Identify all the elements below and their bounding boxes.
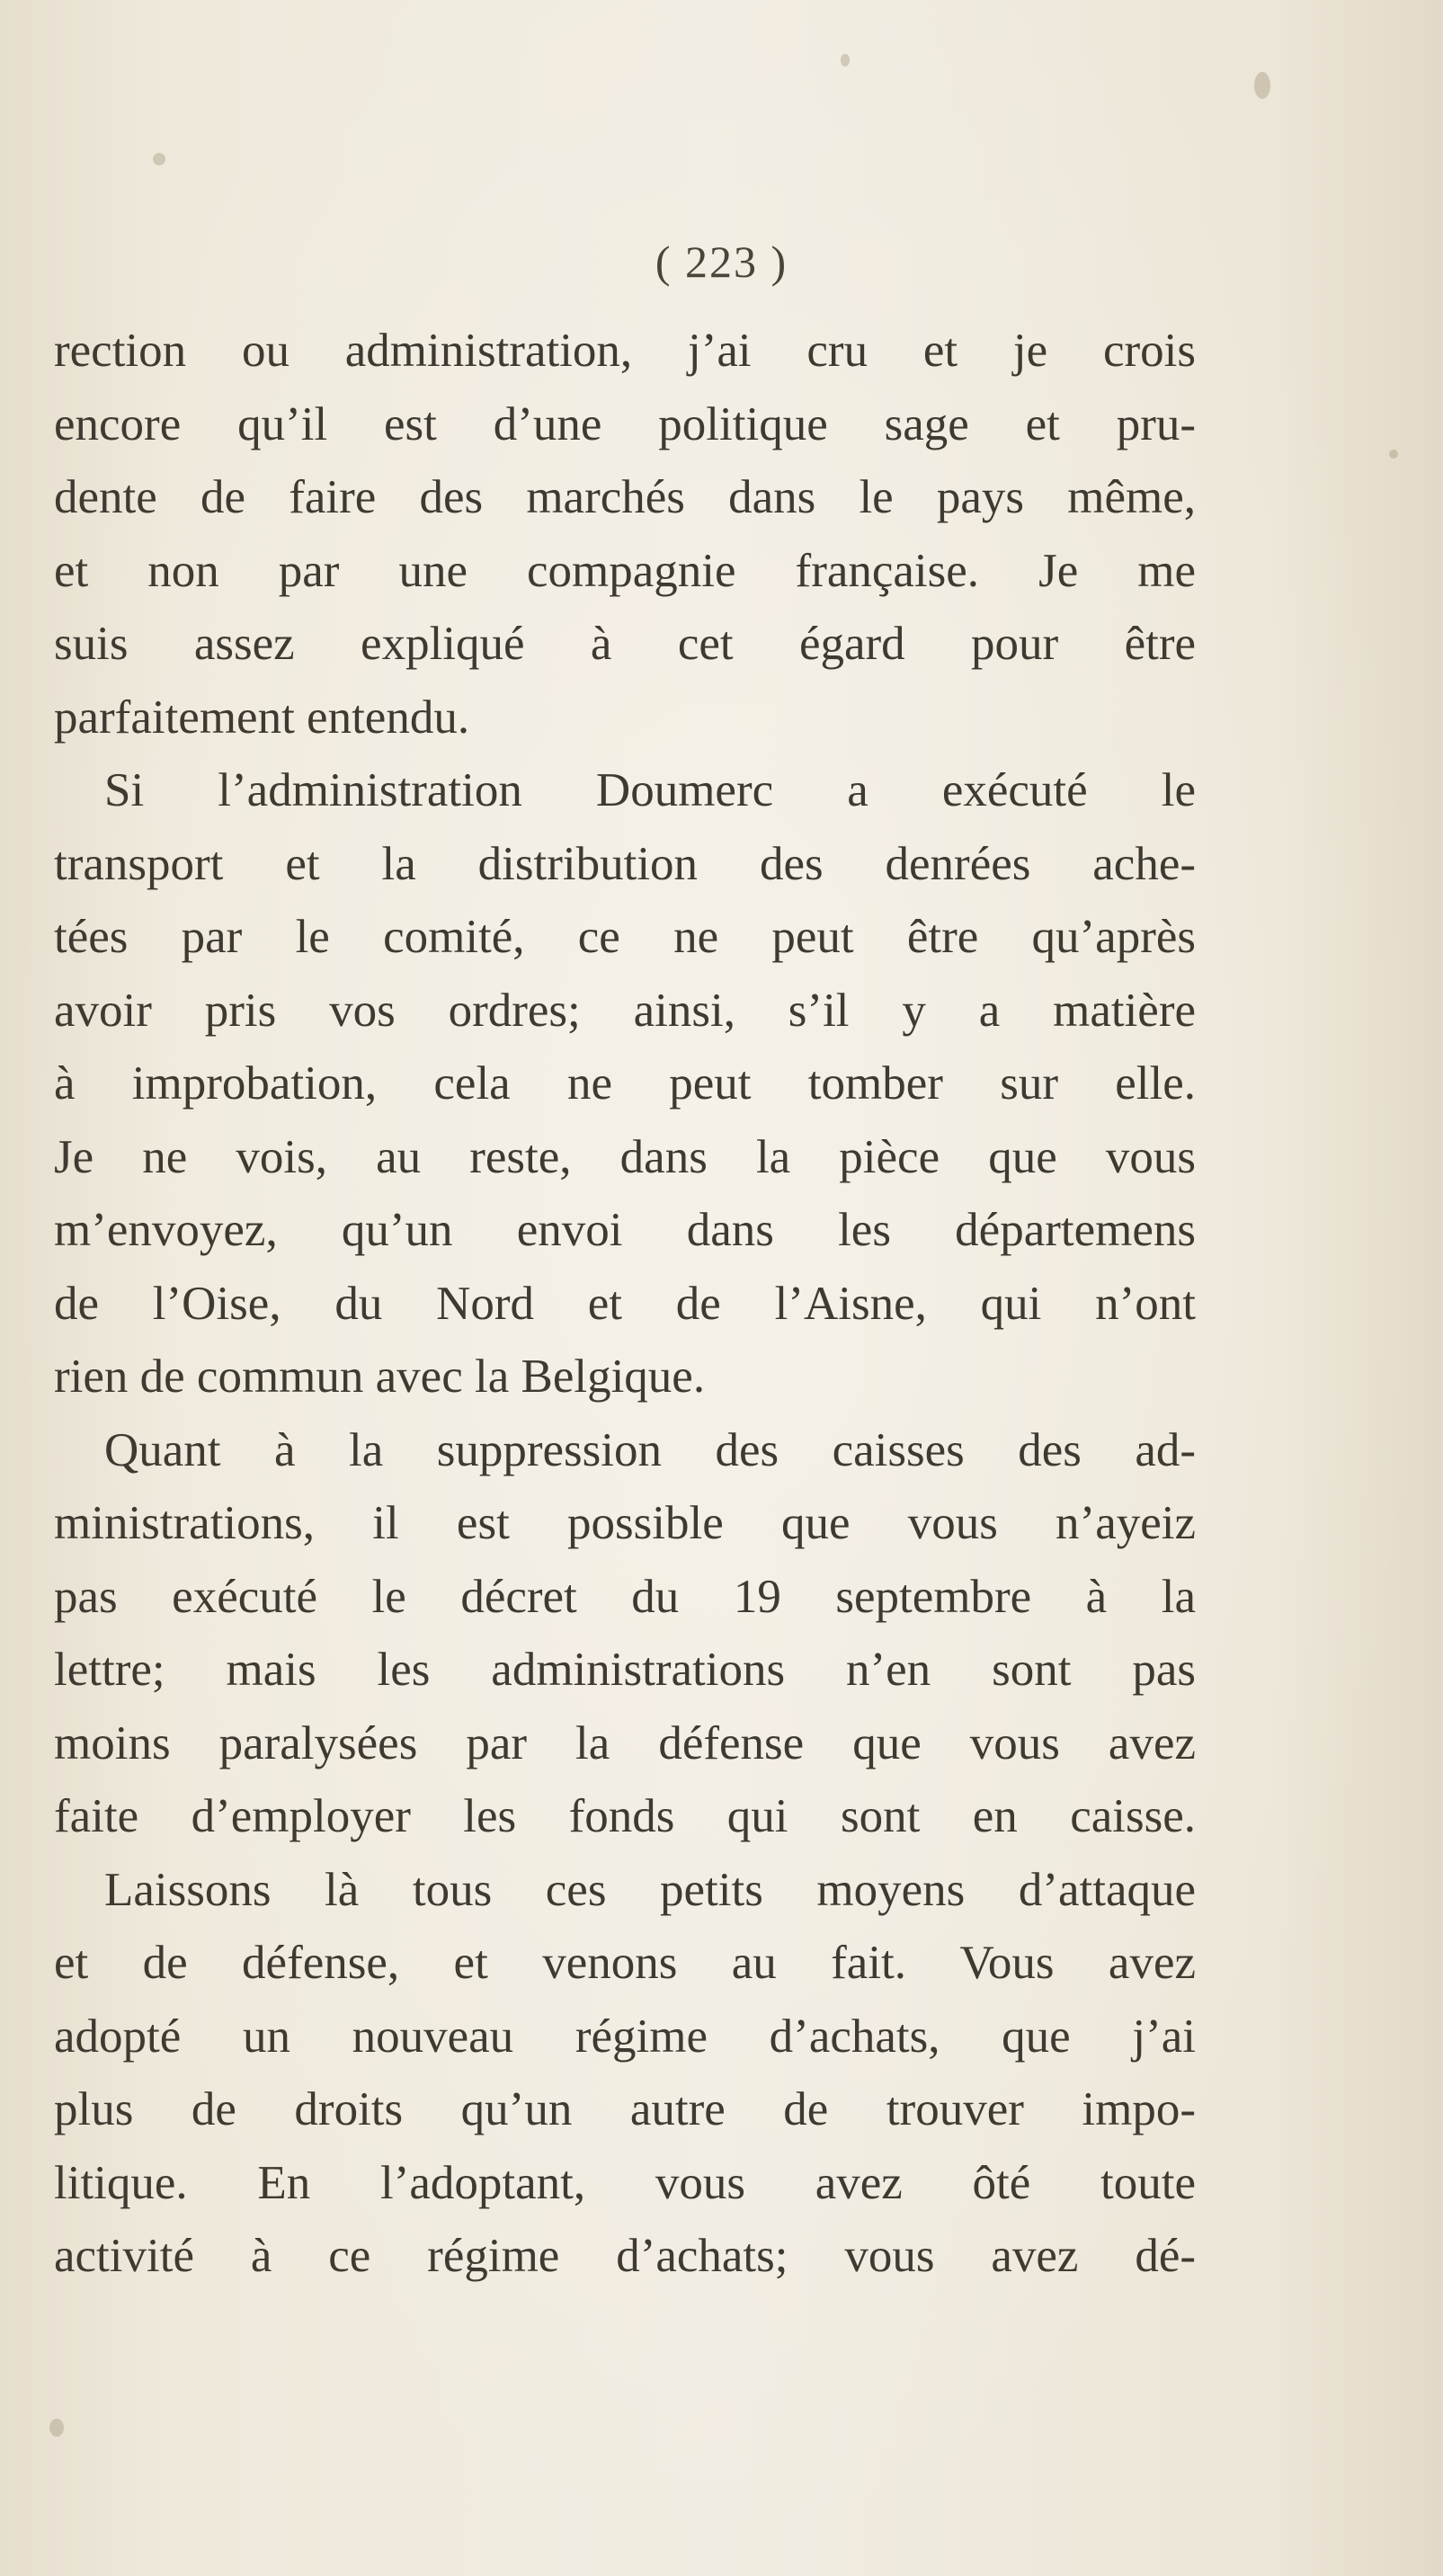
text-line: et non par une compagnie française. Je me	[54, 544, 1196, 597]
text-line: faite d’employer les fonds qui sont en caisse.	[54, 1790, 1196, 1842]
paper-stain	[841, 54, 850, 67]
text-line: activité à ce régime d’achats; vous avez dé-	[54, 2230, 1196, 2282]
body-text	[54, 315, 1196, 2294]
text-line: à improbation, cela ne peut tomber sur elle.	[54, 1057, 1196, 1110]
text-line: avoir pris vos ordres; ainsi, s’il y a matière	[54, 984, 1196, 1037]
text-line: Laissons là tous ces petits moyens d’attaque	[104, 1863, 1196, 1916]
text-line: Si l’administration Doumerc a exécuté le	[104, 764, 1196, 816]
text-line: rien de commun avec la Belgique.	[54, 1350, 706, 1403]
text-line: Je ne vois, au reste, dans la pièce que vous	[54, 1130, 1196, 1183]
text-line: Quant à la suppression des caisses des ad-	[104, 1423, 1196, 1476]
text-line: adopté un nouveau régime d’achats, que j’ai	[54, 2010, 1196, 2063]
text-line: encore qu’il est d’une politique sage et pru-	[54, 397, 1196, 450]
text-line: ministrations, il est possible que vous n’ayeiz	[54, 1497, 1196, 1549]
paper-stain	[1389, 450, 1398, 459]
text-line: parfaitement entendu.	[54, 691, 470, 744]
text-line: et de défense, et venons au fait. Vous avez	[54, 1937, 1196, 1989]
text-line: plus de droits qu’un autre de trouver impo-	[54, 2083, 1196, 2135]
text-line: suis assez expliqué à cet égard pour être	[54, 618, 1196, 670]
paper-stain	[49, 2419, 64, 2437]
paper-stain	[153, 153, 165, 165]
paper-stain	[1254, 72, 1270, 99]
text-line: transport et la distribution des denrées ache-	[54, 837, 1196, 890]
text-line: lettre; mais les administrations n’en sont pas	[54, 1644, 1196, 1696]
text-line: tées par le comité, ce ne peut être qu’après	[54, 911, 1196, 963]
text-line: m’envoyez, qu’un envoi dans les départemens	[54, 1204, 1196, 1256]
text-line: litique. En l’adoptant, vous avez ôté toute	[54, 2156, 1196, 2209]
text-line: de l’Oise, du Nord et de l’Aisne, qui n’ont	[54, 1277, 1196, 1330]
text-line: rection ou administration, j’ai cru et je crois	[54, 325, 1196, 377]
text-line: moins paralysées par la défense que vous avez	[54, 1716, 1196, 1769]
text-line: pas exécuté le décret du 19 septembre à la	[54, 1570, 1196, 1623]
page-number: ( 223 )	[655, 236, 788, 287]
text-line: dente de faire des marchés dans le pays même,	[54, 471, 1196, 523]
